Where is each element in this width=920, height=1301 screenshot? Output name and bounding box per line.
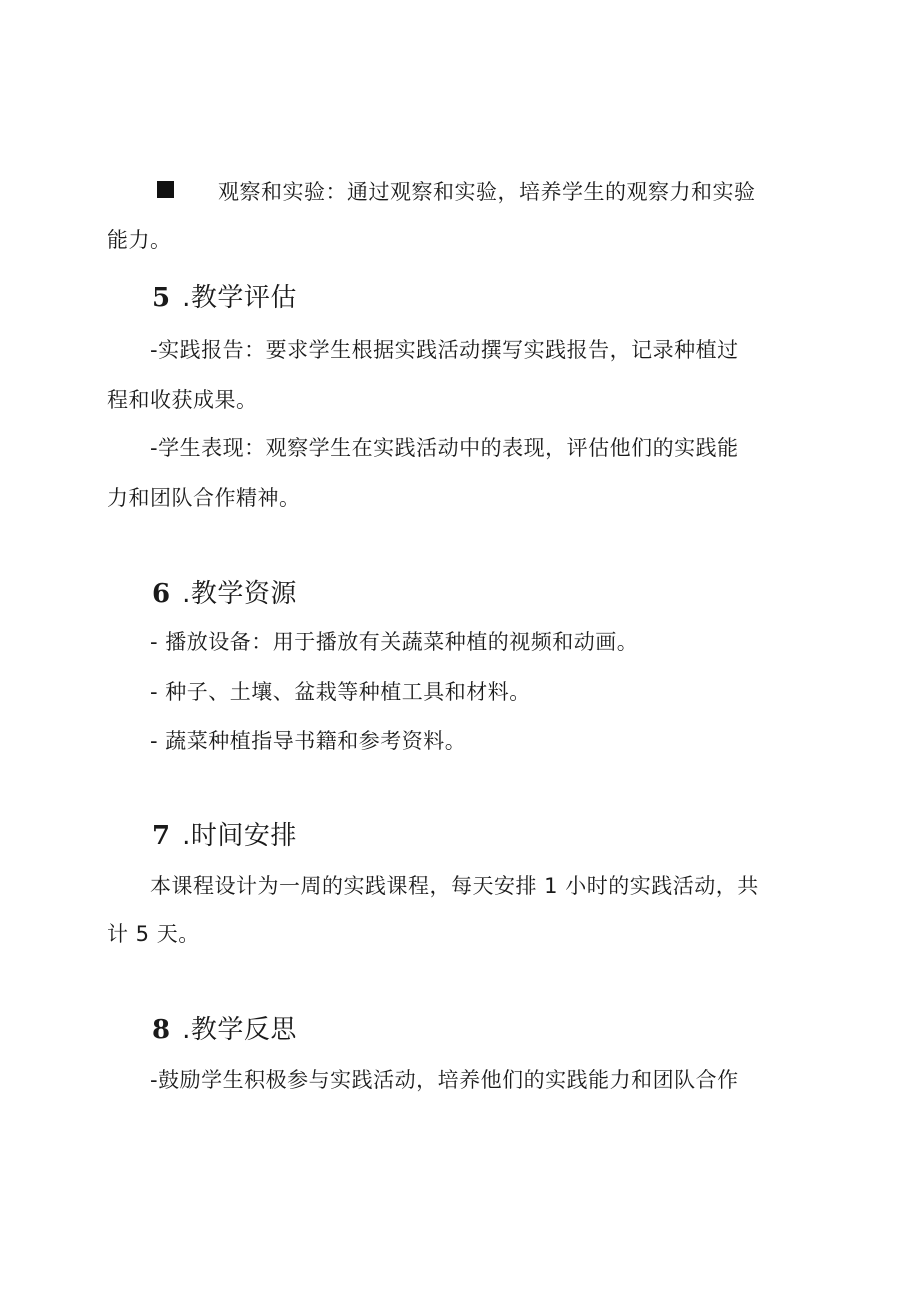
section-heading-7: [152, 820, 297, 852]
section-title: .时间安排: [182, 821, 297, 851]
paragraph-line: -学生表现：观察学生在实践活动中的表现，评估他们的实践能: [150, 436, 739, 460]
bullet-text: 观察和实验：通过观察和实验，培养学生的观察力和实验: [218, 180, 756, 204]
bullet-text-continuation: 能力。: [107, 228, 172, 252]
list-item: - 蔬菜种植指导书籍和参考资料。: [150, 729, 467, 753]
square-bullet-icon: [157, 181, 174, 198]
section-number: 6: [152, 579, 171, 609]
paragraph-line: -实践报告：要求学生根据实践活动撰写实践报告，记录种植过: [150, 338, 739, 362]
section-heading-6: [152, 578, 297, 610]
paragraph-line: 本课程设计为一周的实践课程，每天安排 1 小时的实践活动，共: [150, 874, 759, 898]
section-number: 5: [152, 283, 171, 313]
list-item: - 种子、土壤、盆栽等种植工具和材料。: [150, 680, 531, 704]
paragraph-line: 程和收获成果。: [107, 388, 258, 412]
paragraph-line: 计 5 天。: [107, 922, 200, 946]
section-title: .教学反思: [182, 1015, 297, 1045]
section-title: .教学资源: [182, 579, 297, 609]
paragraph-line: -鼓励学生积极参与实践活动，培养他们的实践能力和团队合作: [150, 1068, 739, 1092]
section-number: 8: [152, 1015, 171, 1045]
list-item: - 播放设备：用于播放有关蔬菜种植的视频和动画。: [150, 630, 639, 654]
section-title: .教学评估: [182, 283, 297, 313]
paragraph-line: 力和团队合作精神。: [107, 486, 301, 510]
section-heading-8: [152, 1014, 297, 1046]
section-number: 7: [152, 821, 171, 851]
section-heading-5: [152, 282, 297, 314]
